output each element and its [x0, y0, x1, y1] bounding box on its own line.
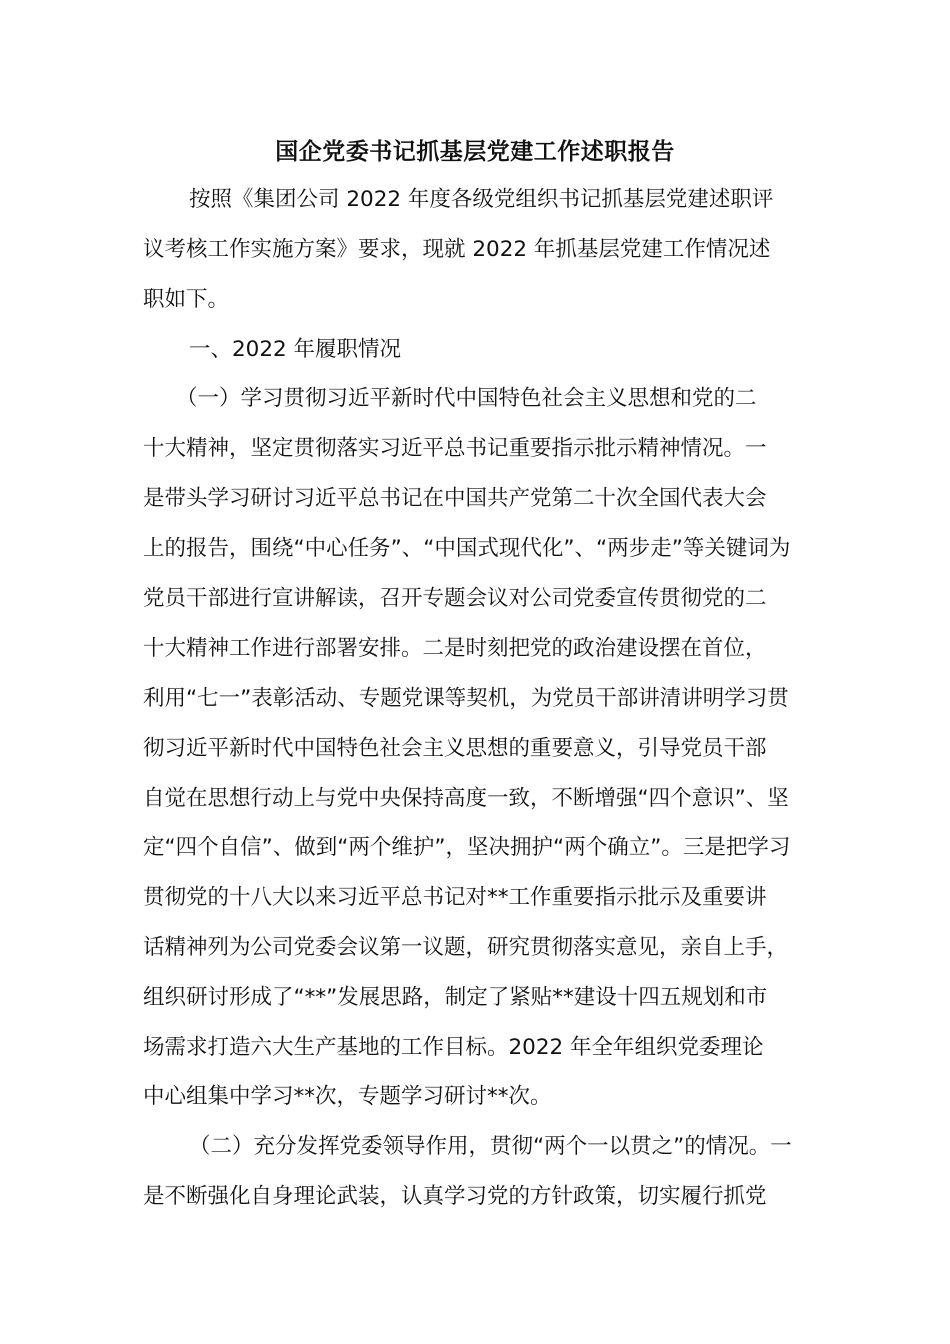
- paragraph-line: （一）学习贯彻习近平新时代中国特色社会主义思想和党的二: [176, 386, 757, 411]
- paragraph-line: 是带头学习研讨习近平总书记在中国共产党第二十次全国代表大会: [143, 486, 767, 511]
- paragraph-line: 定“四个自信”、做到“两个维护”，坚决拥护“两个确立”。三是把学习: [143, 835, 791, 860]
- paragraph-line: 贯彻党的十八大以来习近平总书记对**工作重要指示批示及重要讲: [143, 885, 767, 910]
- paragraph-line: 自觉在思想行动上与党中央保持高度一致，不断增强“四个意识”、坚: [143, 786, 789, 811]
- paragraph-line: 场需求打造六大生产基地的工作目标。2022 年全年组织党委理论: [143, 1035, 764, 1060]
- paragraph-line: 议考核工作实施方案》要求，现就 2022 年抓基层党建工作情况述: [143, 237, 771, 262]
- paragraph-line: 按照《集团公司 2022 年度各级党组织书记抓基层党建述职评: [189, 187, 774, 212]
- paragraph-line: 职如下。: [143, 287, 230, 312]
- paragraph-line: 上的报告，围绕“中心任务”、“中国式现代化”、“两步走”等关键词为: [143, 536, 791, 561]
- paragraph-line: 话精神列为公司党委会议第一议题，研究贯彻落实意见，亲自上手，: [143, 935, 789, 960]
- paragraph-line: 彻习近平新时代中国特色社会主义思想的重要意义，引导党员干部: [143, 736, 767, 761]
- section-heading: 一、2022 年履职情况: [189, 337, 402, 362]
- paragraph-line: 党员干部进行宣讲解读，召开专题会议对公司党委宣传贯彻党的二: [143, 586, 767, 611]
- paragraph-line: （二）充分发挥党委领导作用，贯彻“两个一以贯之”的情况。一: [189, 1134, 792, 1159]
- paragraph-line: 是不断强化自身理论武装，认真学习党的方针政策，切实履行抓党: [143, 1184, 767, 1209]
- paragraph-line: 十大精神工作进行部署安排。二是时刻把党的政治建设摆在首位，: [143, 636, 767, 661]
- paragraph-line: 组织研讨形成了“**”发展思路，制定了紧贴**建设十四五规划和市: [143, 985, 768, 1010]
- paragraph-line: 利用“七一”表彰活动、专题党课等契机，为党员干部讲清讲明学习贯: [143, 686, 789, 711]
- paragraph-line: 十大精神，坚定贯彻落实习近平总书记重要指示批示精神情况。一: [143, 436, 767, 461]
- paragraph-line: 中心组集中学习**次，专题学习研讨**次。: [143, 1084, 552, 1109]
- document-title: 国企党委书记抓基层党建工作述职报告: [275, 139, 675, 165]
